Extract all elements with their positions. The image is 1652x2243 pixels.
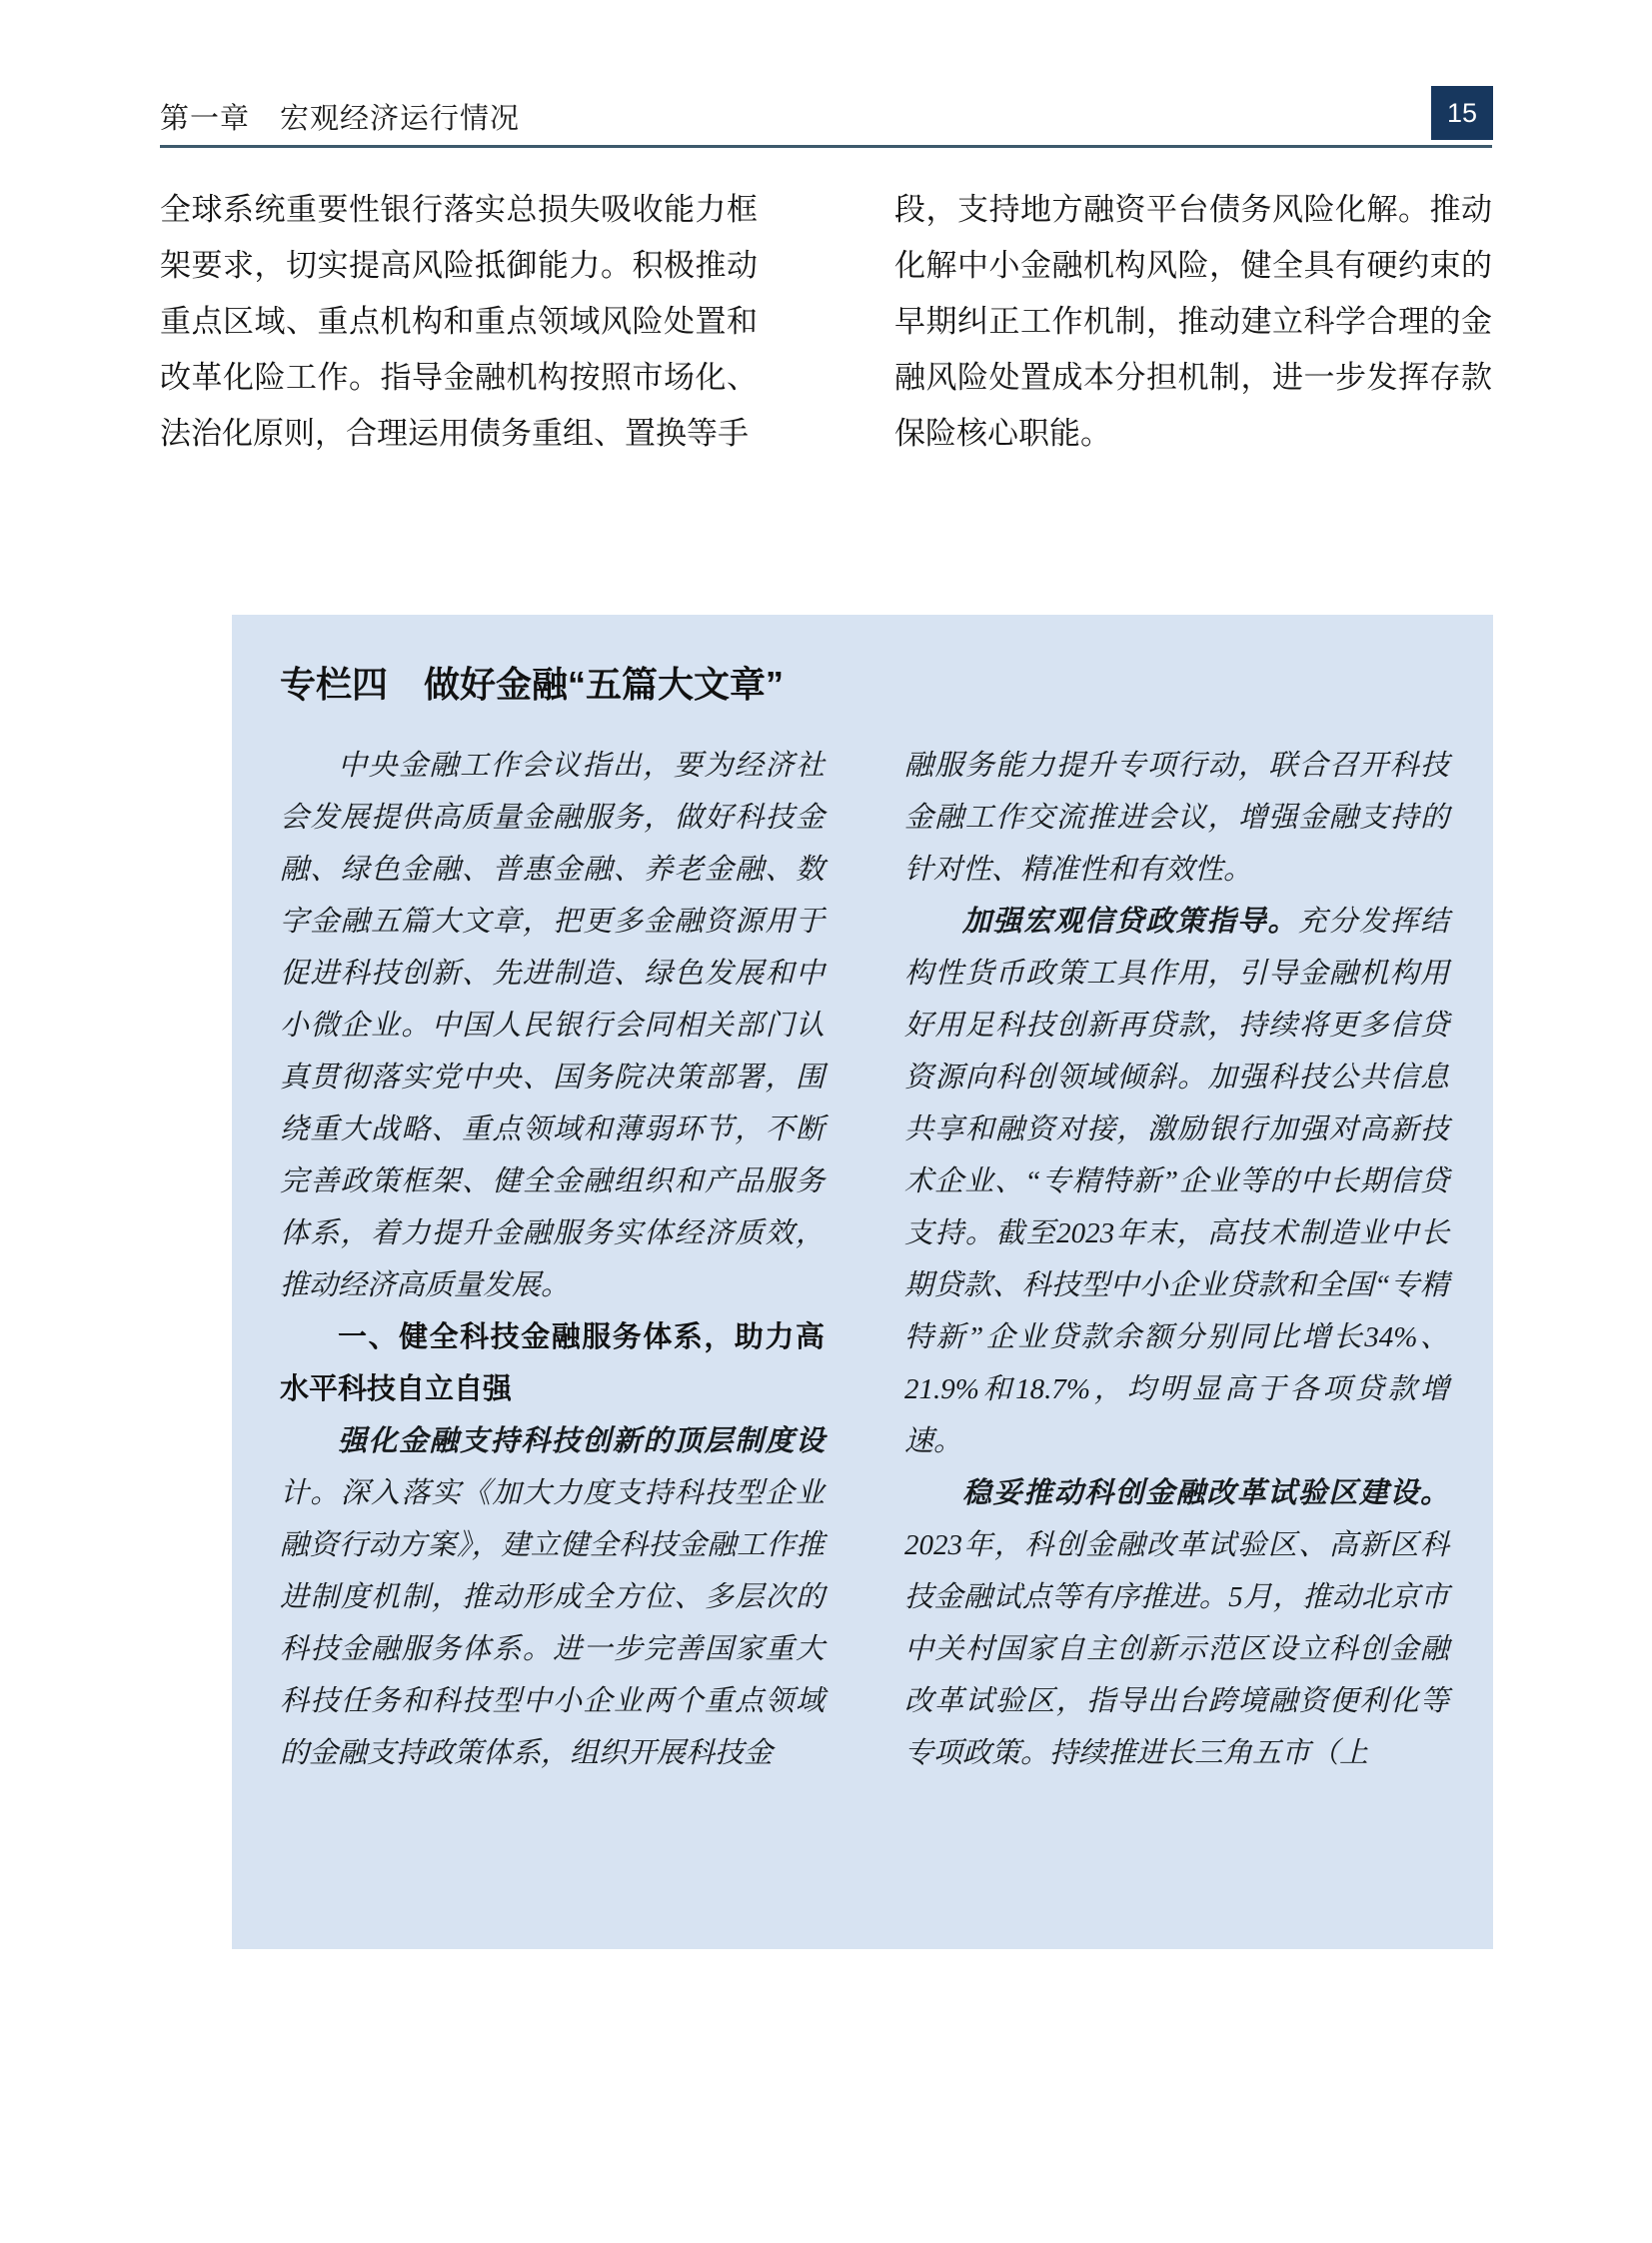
- box-paragraph: 融服务能力提升专项行动，联合召开科技金融工作交流推进会议，增强金融支持的针对性、精准性和有效性。: [904, 750, 1449, 886]
- column-box-columns: [280, 740, 1449, 1779]
- body-left-column: [160, 182, 758, 462]
- box-paragraph-text: 2023年，科创金融改革试验区、高新区科技金融试点等有序推进。5月，推动北京市中关村国家自主创新示范区设立科创金融改革试验区，指导出台跨境融资便利化等专项政策。持续推进长三角五市（上: [904, 1529, 1449, 1769]
- box-paragraph: [904, 896, 1449, 1467]
- column-box: [232, 615, 1493, 1949]
- box-paragraph: [904, 1467, 1449, 1779]
- column-box-left: [280, 740, 825, 1779]
- box-paragraph: 中央金融工作会议指出，要为经济社会发展提供高质量金融服务，做好科技金融、绿色金融、普惠金融、养老金融、数字金融五篇大文章，把更多金融资源用于促进科技创新、先进制造、绿色发展和中小微企业。中国人民银行会同相关部门认真贯彻落实党中央、国务院决策部署，围绕重大战略、重点领域和薄弱环节，不断完善政策框架、健全金融组织和产品服务体系，着力提升金融服务实体经济质效，推动经济高质量发展。: [280, 750, 825, 1301]
- box-paragraph-lead: 加强宏观信贷政策指导。: [962, 906, 1298, 938]
- page-number-badge: 15: [1431, 86, 1493, 140]
- body-paragraph: 段，支持地方融资平台债务风险化解。推动化解中小金融机构风险，健全具有硬约束的早期纠正工作机制，推动建立科学合理的金融风险处置成本分担机制，进一步发挥存款保险核心职能。: [894, 192, 1492, 451]
- body-right-column: [894, 182, 1492, 462]
- box-heading: 一、健全科技金融服务体系，助力高水平科技自立自强: [280, 1321, 825, 1405]
- box-paragraph-lead: 稳妥推动科创金融改革试验区建设。: [962, 1477, 1449, 1509]
- body-paragraph: 全球系统重要性银行落实总损失吸收能力框架要求，切实提高风险抵御能力。积极推动重点区域、重点机构和重点领域风险处置和改革化险工作。指导金融机构按照市场化、法治化原则，合理运用债务重组、置换等手: [160, 192, 758, 451]
- box-paragraph-text: 计。深入落实《加大力度支持科技型企业融资行动方案》，建立健全科技金融工作推进制度机制，推动形成全方位、多层次的科技金融服务体系。进一步完善国家重大科技任务和科技型中小企业两个重点领域的金融支持政策体系，组织开展科技金: [280, 1477, 825, 1769]
- column-box-right: [904, 740, 1449, 1779]
- column-box-title: 专栏四 做好金融“五篇大文章”: [280, 664, 785, 705]
- box-paragraph: [280, 1415, 825, 1779]
- header-rule: [160, 145, 1492, 148]
- box-paragraph-lead: 强化金融支持科技创新的顶层制度设: [338, 1425, 825, 1457]
- running-header: [160, 96, 1492, 148]
- chapter-title: 第一章 宏观经济运行情况: [160, 103, 521, 135]
- body-text-columns: [160, 182, 1492, 462]
- box-paragraph-text: 充分发挥结构性货币政策工具作用，引导金融机构用好用足科技创新再贷款，持续将更多信贷资源向科创领域倾斜。加强科技公共信息共享和融资对接，激励银行加强对高新技术企业、“专精特新”企业等的中长期信贷支持。截至2023年末，高技术制造业中长期贷款、科技型中小企业贷款和全国“专精特新”企业贷款余额分别同比增长34%、21.9%和18.7%，均明显高于各项贷款增速。: [904, 906, 1449, 1457]
